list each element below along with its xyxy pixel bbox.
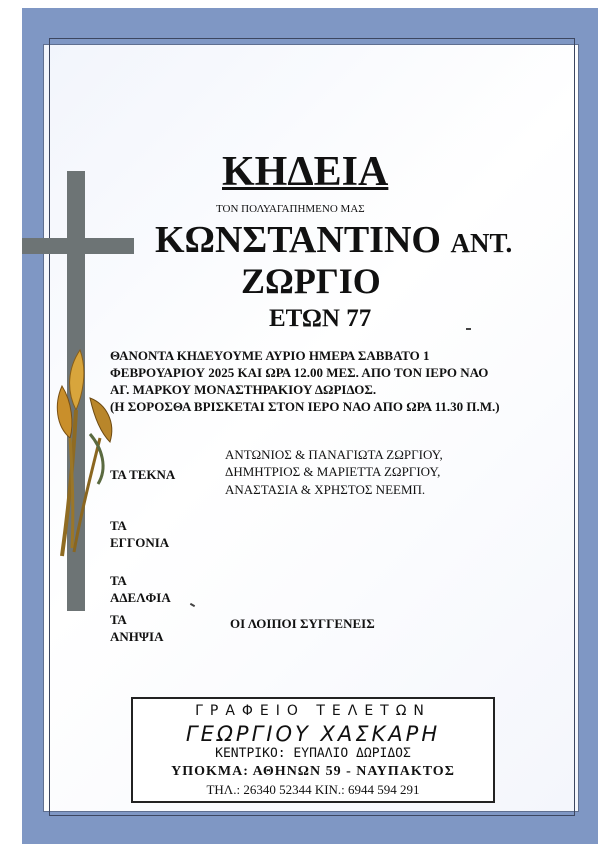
other-relatives: ΟΙ ΛΟΙΠΟΙ ΣΥΓΓΕΝΕΙΣ [230, 616, 375, 631]
notice-subtitle: ΤΟΝ ΠΟΛΥΑΓΑΠΗΜΕΝΟ ΜΑΣ [216, 203, 365, 215]
nephews-label-line1: ΤΑ [110, 612, 127, 627]
children-entry: ΑΝΑΣΤΑΣΙΑ & ΧΡΗΣΤΟΣ ΝΕΕΜΠ. [225, 482, 426, 497]
patronymic-text: ΑΝΤ. [450, 228, 513, 258]
deceased-surname: ΖΩΡΓΙΟ [241, 261, 381, 301]
deceased-age: ΕΤΩΝ 77 [269, 305, 372, 332]
siblings-label-line2: ΑΔΕΛΦΙΑ [110, 590, 171, 605]
first-name-text: ΚΩΝΣΤΑΝΤΙΝΟ [155, 219, 441, 261]
notice-title: ΚΗΔΕΙΑ [222, 149, 389, 195]
office-heading: ΓΡΑΦΕΙΟ ΤΕΛΕΤΩΝ [195, 703, 431, 719]
funeral-office-box [131, 697, 495, 803]
announcement-line: ΑΓ. ΜΑΡΚΟΥ ΜΟΝΑΣΤΗΡΑΚΙΟΥ ΔΩΡΙΔΟΣ. [110, 382, 377, 397]
scan-mark [466, 328, 471, 330]
children-entry: ΑΝΤΩΝΙΟΣ & ΠΑΝΑΓΙΩΤΑ ΖΩΡΓΙΟΥ, [225, 447, 443, 462]
office-branch-address: ΥΠΟΚΜΑ: ΑΘΗΝΩΝ 59 - ΝΑΥΠΑΚΤΟΣ [171, 764, 455, 779]
children-label: ΤΑ ΤΕΚΝΑ [110, 467, 176, 482]
announcement-line: ΘΑΝΟΝΤΑ ΚΗΔΕΥΟΥΜΕ ΑΥΡΙΟ ΗΜΕΡΑ ΣΑΒΒΑΤΟ 1 [110, 348, 430, 363]
office-phones: ΤΗΛ.: 26340 52344 ΚΙΝ.: 6944 594 291 [206, 782, 420, 797]
grandchildren-label-line1: ΤΑ [110, 518, 127, 533]
deceased-first-name [155, 218, 512, 262]
grandchildren-label-line2: ΕΓΓΟΝΙΑ [110, 535, 170, 550]
cross-horizontal-beam [22, 238, 134, 254]
office-main-address: ΚΕΝΤΡΙΚΟ: ΕΥΠΑΛΙΟ ΔΩΡΙΔΟΣ [215, 746, 411, 761]
children-entry: ΔΗΜΗΤΡΙΟΣ & ΜΑΡΙΕΤΤΑ ΖΩΡΓΙΟΥ, [225, 464, 441, 479]
nephews-label-line2: ΑΝΗΨΙΑ [110, 629, 164, 644]
announcement-line: (Η ΣΟΡΟΣΘΑ ΒΡΙΣΚΕΤΑΙ ΣΤΟΝ ΙΕΡΟ ΝΑΟ ΑΠΟ ΩΡΑ 11.30 Π.Μ.) [110, 399, 500, 414]
siblings-label-line1: ΤΑ [110, 573, 127, 588]
office-name: ΓΕΩΡΓΙΟΥ ΧΑΣΚΑΡΗ [185, 722, 441, 746]
announcement-line: ΦΕΒΡΟΥΑΡΙΟΥ 2025 ΚΑΙ ΩΡΑ 12.00 ΜΕΣ. ΑΠΟ ΤΟΝ ΙΕΡΟ ΝΑΟ [110, 365, 489, 380]
